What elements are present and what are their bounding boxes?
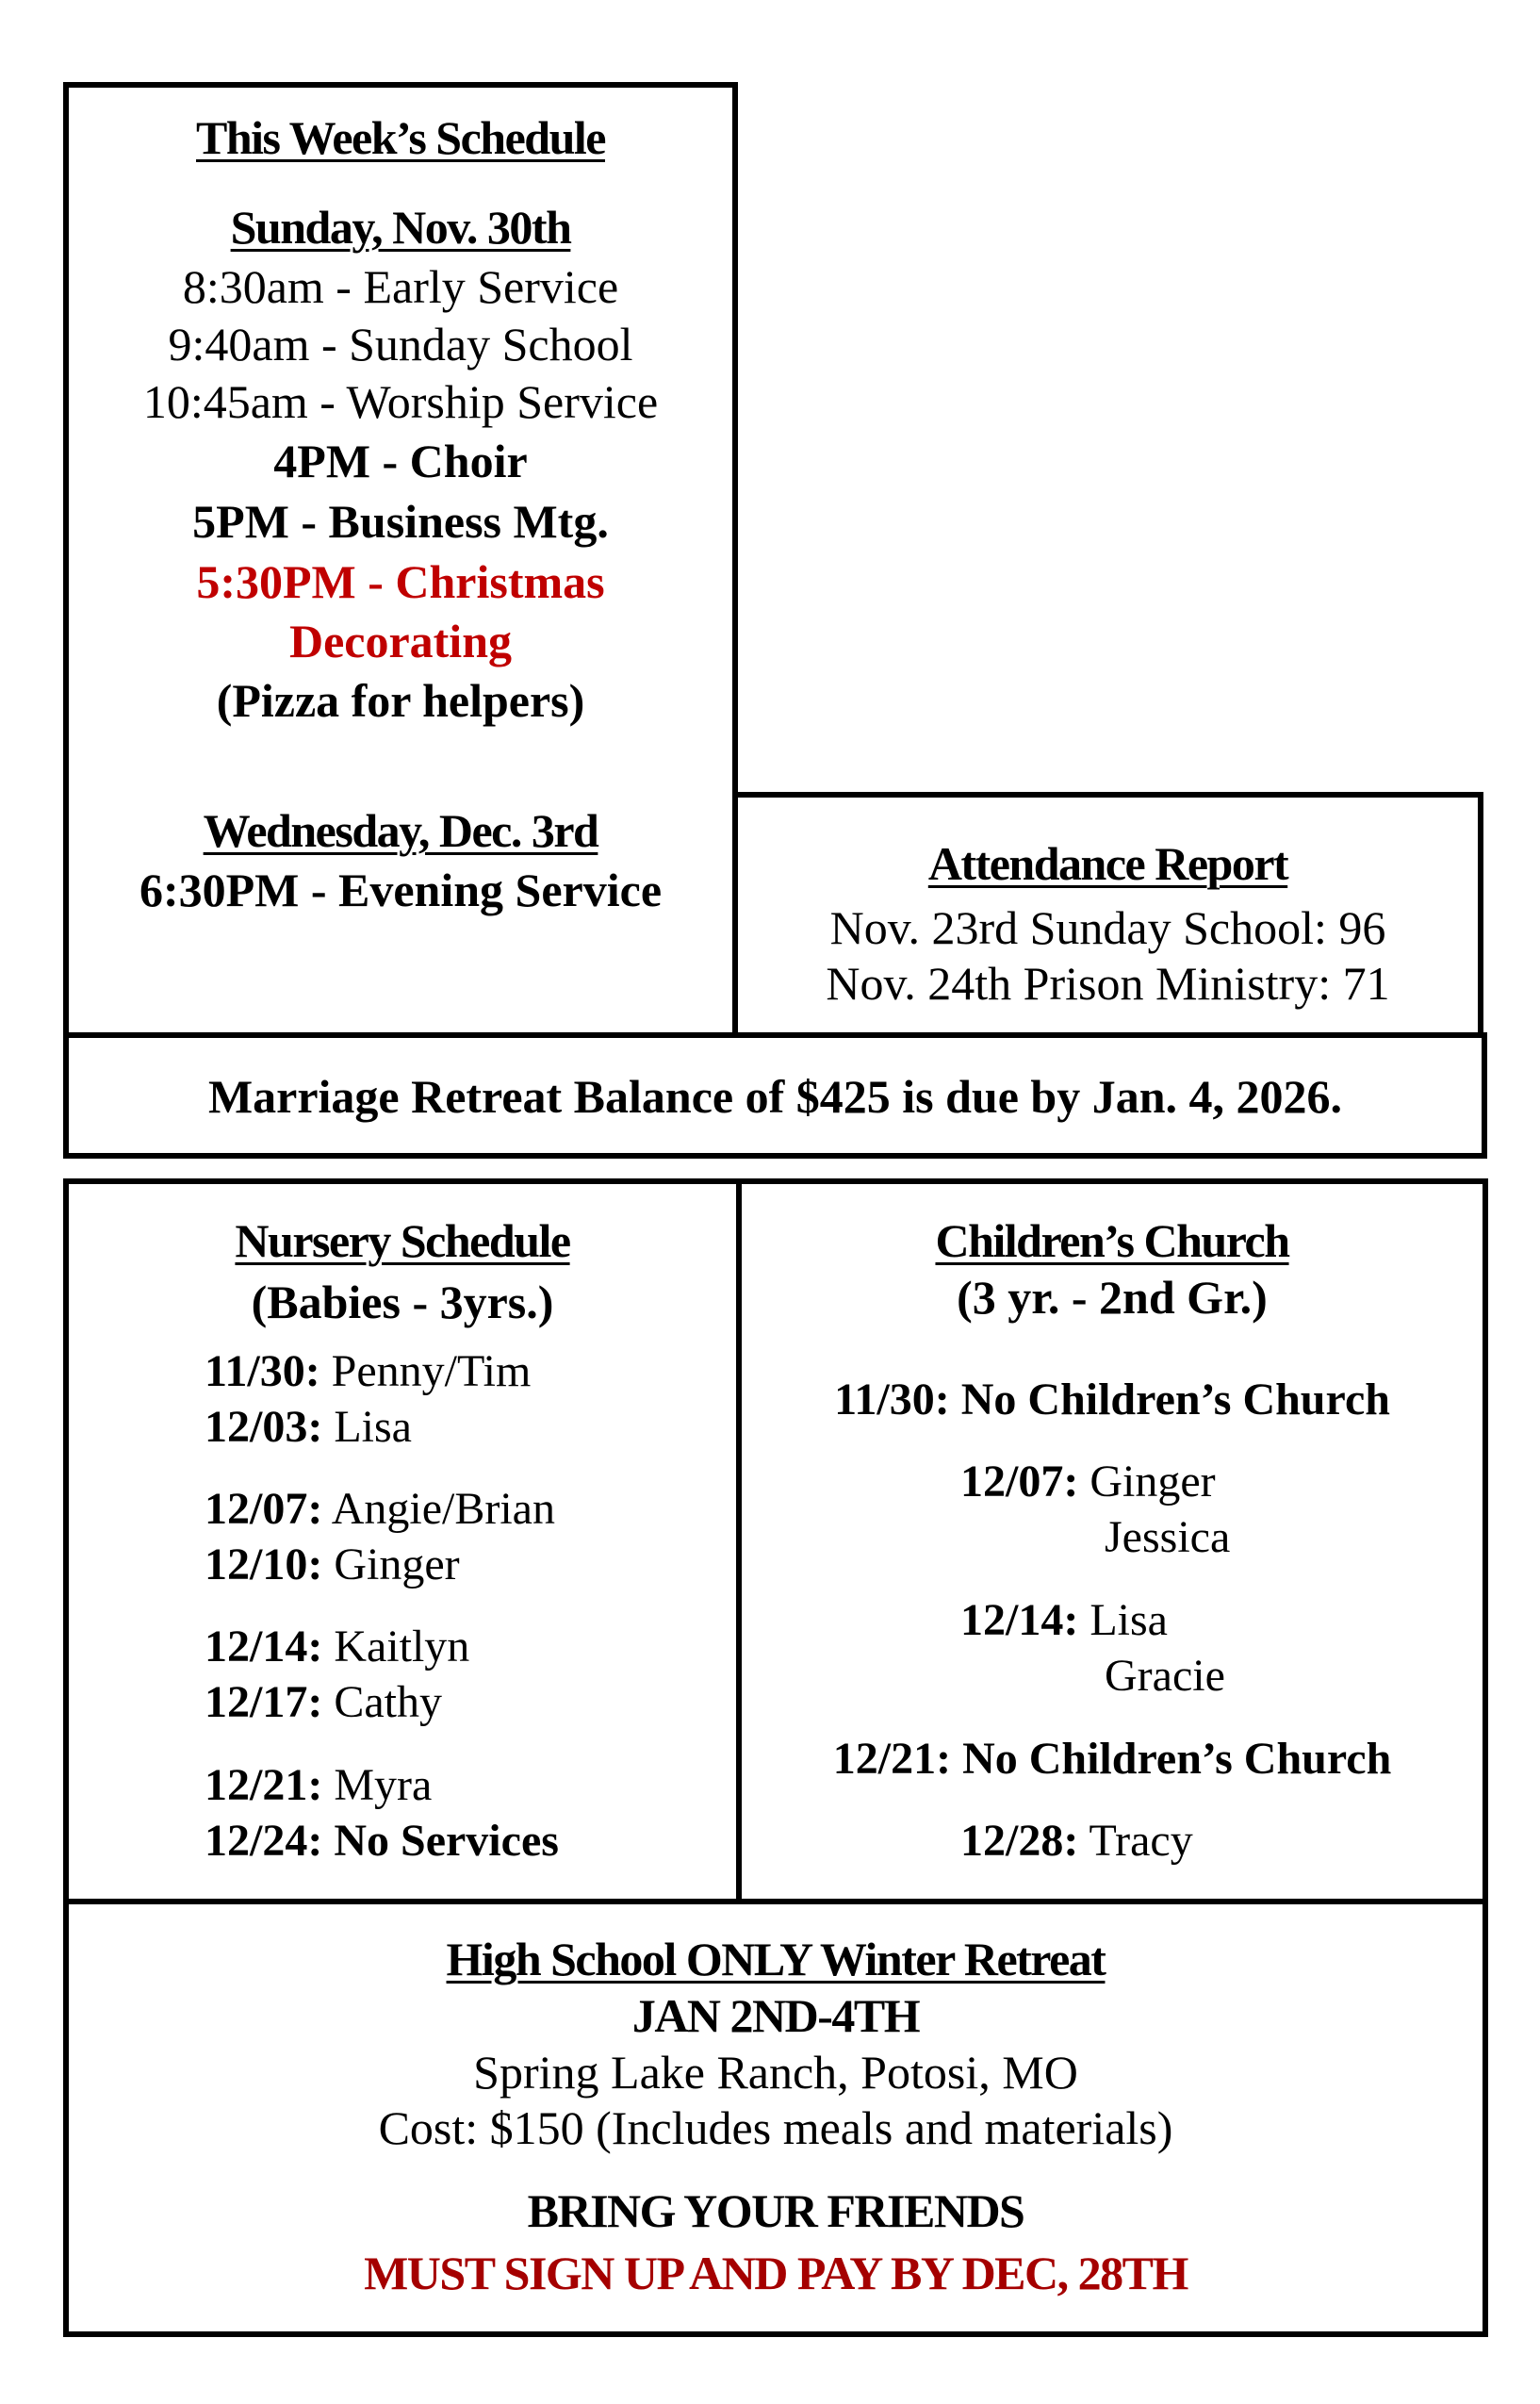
nursery-entry (205, 1758, 432, 1813)
this-week-title: This Week’s Schedule (196, 111, 605, 164)
childrens-entry-second (1105, 1510, 1230, 1565)
sunday-item-pizza: (Pizza for helpers) (216, 674, 585, 727)
childrens-entry (742, 1373, 1483, 1427)
sunday-item-decorating: Decorating (288, 615, 513, 667)
attendance-title: Attendance Report (927, 837, 1288, 890)
attendance-report-box (732, 792, 1483, 1038)
nursery-date: 12/17: (205, 1677, 323, 1727)
winter-retreat-cost: Cost: $150 (Includes meals and materials) (378, 2101, 1173, 2154)
nursery-date: 12/03: (205, 1402, 323, 1452)
nursery-name: Lisa (334, 1402, 412, 1452)
childrens-date: 11/30: (834, 1375, 950, 1424)
attendance-line: Nov. 24th Prison Ministry: 71 (826, 957, 1390, 1010)
childrens-church-title: Children’s Church (935, 1214, 1289, 1267)
sunday-heading: Sunday, Nov. 30th (230, 201, 571, 254)
sunday-item: 8:30am - Early Service (182, 260, 619, 313)
childrens-entry (960, 1455, 1216, 1509)
nursery-name: Cathy (334, 1677, 442, 1727)
wednesday-heading: Wednesday, Dec. 3rd (203, 804, 598, 857)
this-week-schedule-box (63, 82, 738, 1038)
childrens-entry (960, 1814, 1193, 1869)
childrens-name: Lisa (1089, 1595, 1168, 1645)
winter-retreat-dates: JAN 2ND-4TH (631, 1989, 920, 2042)
winter-retreat-location: Spring Lake Ranch, Potosi, MO (473, 2046, 1078, 2099)
childrens-date: 12/07: (960, 1457, 1079, 1507)
nursery-date: 11/30: (205, 1346, 320, 1396)
childrens-entry (742, 1732, 1483, 1787)
childrens-date: 12/21: (832, 1734, 952, 1784)
childrens-date: 12/14: (960, 1595, 1079, 1645)
childrens-name: No Children’s Church (960, 1375, 1390, 1424)
wednesday-item: 6:30PM - Evening Service (139, 864, 663, 916)
sunday-item-christmas: 5:30PM - Christmas (196, 555, 605, 608)
nursery-entry (205, 1538, 460, 1592)
nursery-entry (205, 1620, 469, 1674)
winter-retreat-callout: BRING YOUR FRIENDS (527, 2184, 1024, 2237)
winter-retreat-box (63, 1899, 1488, 2337)
childrens-name: Jessica (1105, 1512, 1231, 1562)
childrens-entry (960, 1593, 1168, 1648)
nursery-name: Ginger (334, 1540, 460, 1589)
nursery-name: Myra (334, 1760, 433, 1810)
childrens-name: Ginger (1089, 1457, 1216, 1507)
nursery-entry (205, 1400, 412, 1455)
sunday-item: 10:45am - Worship Service (142, 375, 659, 428)
nursery-childrens-box (63, 1178, 1488, 1905)
childrens-date: 12/28: (960, 1816, 1079, 1866)
nursery-subtitle: (Babies - 3yrs.) (251, 1276, 554, 1328)
nursery-entry (205, 1675, 442, 1730)
nursery-entry (205, 1814, 559, 1869)
childrens-name: Gracie (1105, 1651, 1225, 1701)
nursery-date: 12/21: (205, 1760, 323, 1810)
nursery-name: No Services (334, 1816, 559, 1866)
nursery-name: Penny/Tim (331, 1346, 532, 1396)
winter-retreat-title: High School ONLY Winter Retreat (446, 1933, 1106, 1985)
sunday-item-business: 5PM - Business Mtg. (192, 495, 609, 548)
nursery-entry (205, 1344, 531, 1399)
nursery-column (69, 1184, 736, 1901)
winter-retreat-deadline: MUST SIGN UP AND PAY BY DEC, 28TH (364, 2247, 1188, 2299)
sunday-item: 9:40am - Sunday School (168, 318, 633, 370)
childrens-church-subtitle: (3 yr. - 2nd Gr.) (957, 1271, 1268, 1324)
childrens-name: No Children’s Church (962, 1734, 1392, 1784)
nursery-date: 12/10: (205, 1540, 323, 1589)
nursery-name: Kaitlyn (334, 1622, 470, 1671)
nursery-entry (205, 1482, 555, 1537)
marriage-retreat-box (63, 1032, 1487, 1159)
nursery-title: Nursery Schedule (235, 1214, 570, 1267)
childrens-name: Tracy (1089, 1816, 1193, 1866)
marriage-retreat-text: Marriage Retreat Balance of $425 is due by Jan. 4, 2026. (207, 1070, 1343, 1123)
childrens-church-column (742, 1184, 1483, 1901)
childrens-entry-second (1105, 1649, 1225, 1704)
nursery-date: 12/14: (205, 1622, 323, 1671)
sunday-item-choir: 4PM - Choir (273, 435, 528, 487)
nursery-date: 12/07: (205, 1484, 323, 1534)
attendance-line: Nov. 23rd Sunday School: 96 (829, 901, 1386, 954)
nursery-name: Angie/Brian (331, 1484, 555, 1534)
nursery-date: 12/24: (205, 1816, 323, 1866)
